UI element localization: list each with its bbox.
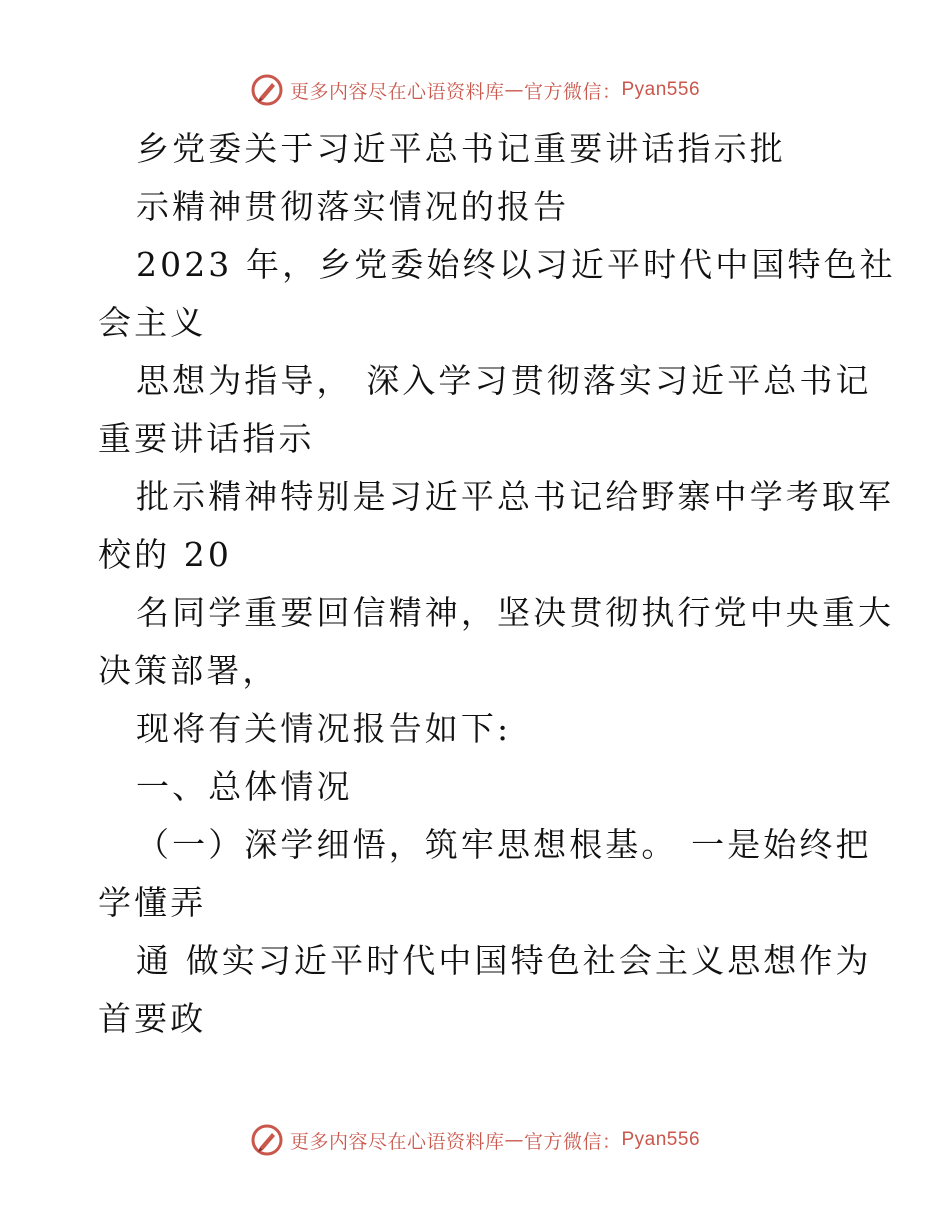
- watermark-main-text: 更多内容尽在心语资料库: [289, 1130, 505, 1153]
- paragraph-line: 2023 年，乡党委始终以习近平时代中国特色社: [136, 245, 896, 284]
- paragraph-line: 重要讲话指示: [98, 419, 315, 458]
- watermark-main-text: 更多内容尽在心语资料库: [289, 80, 505, 103]
- paragraph-line: 通 做实习近平时代中国特色社会主义思想作为: [136, 941, 872, 980]
- title-line-1: 乡党委关于习近平总书记重要讲话指示批: [136, 129, 786, 168]
- watermark-wechat-label: 官方微信：: [523, 1130, 622, 1153]
- paragraph-line: 学懂弄: [98, 883, 207, 922]
- paragraph-line: 校的 20: [98, 535, 232, 574]
- section-heading: 一、总体情况: [136, 767, 353, 806]
- watermark-wechat-id: Pyan556: [621, 79, 701, 100]
- watermark-dash: —: [504, 79, 524, 101]
- paragraph-line: 名同学重要回信精神，坚决贯彻执行党中央重大: [136, 593, 895, 632]
- pen-logo-icon: [250, 1123, 284, 1157]
- paragraph-line: （一）深学细悟，筑牢思想根基。 一是始终把: [136, 825, 872, 864]
- paragraph-line: 会主义: [98, 303, 207, 342]
- watermark-wechat-label: 官方微信：: [523, 80, 622, 103]
- header-watermark: [0, 73, 950, 107]
- document-body: [98, 120, 896, 1048]
- paragraph-line: 批示精神特别是习近平总书记给野寨中学考取军: [136, 477, 895, 516]
- title-line-2: 示精神贯彻落实情况的报告: [136, 187, 570, 226]
- paragraph-line: 思想为指导， 深入学习贯彻落实习近平总书记: [136, 361, 872, 400]
- watermark-dash: —: [504, 1129, 524, 1151]
- paragraph-line: 首要政: [98, 999, 207, 1038]
- paragraph-line: 决策部署，: [98, 651, 279, 690]
- watermark-wechat-id: Pyan556: [621, 1129, 701, 1150]
- pen-logo-icon: [250, 73, 284, 107]
- footer-watermark: [0, 1123, 950, 1157]
- paragraph-line: 现将有关情况报告如下:: [136, 709, 512, 748]
